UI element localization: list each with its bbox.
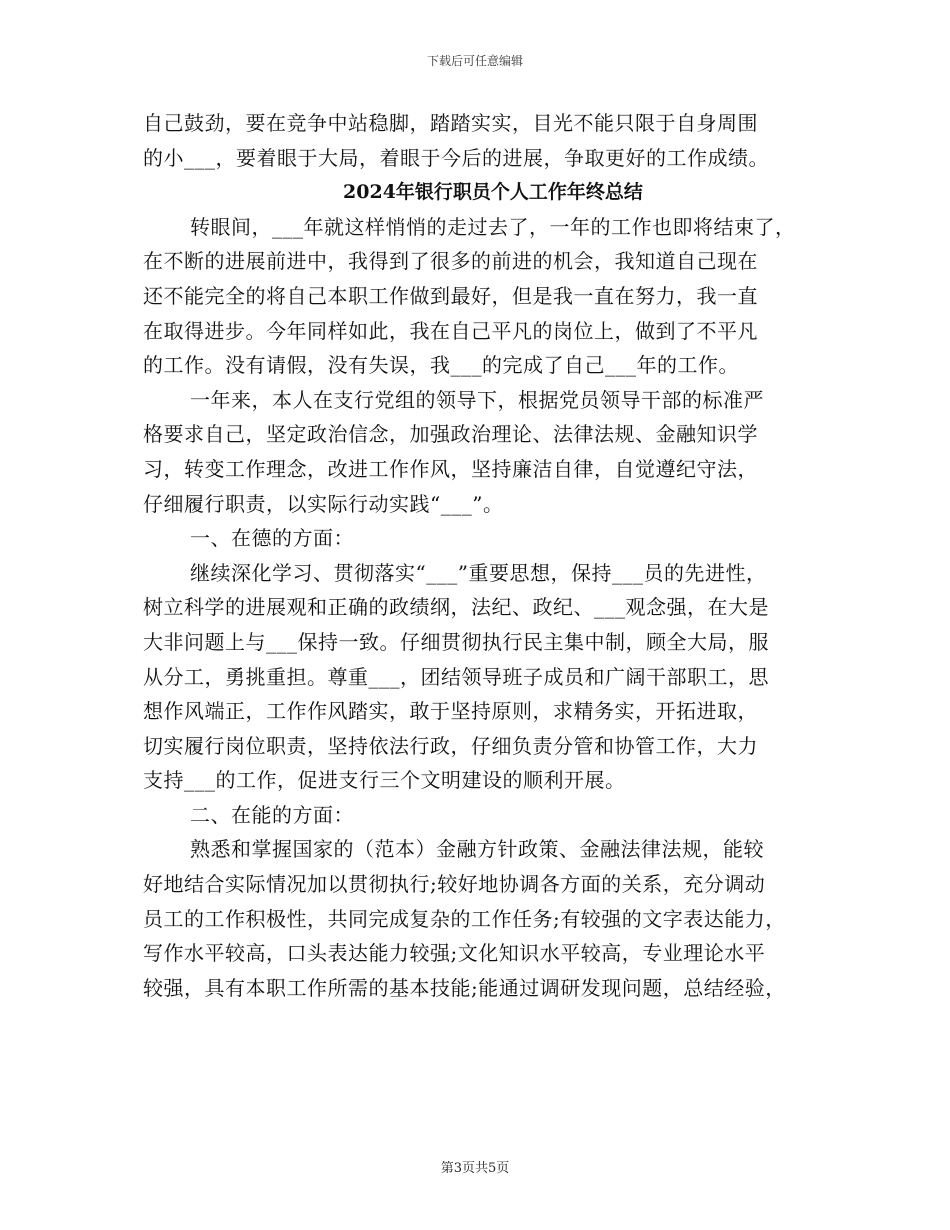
text-line: 的小___，要着眼于大局，着眼于今后的进展，争取更好的工作成绩。 (143, 145, 769, 170)
text-line: 的工作。没有请假，没有失误，我___的完成了自己___年的工作。 (143, 353, 739, 378)
text-line: 想作风端正，工作作风踏实，敢于坚持原则，求精务实，开拓进取， (143, 699, 758, 724)
text-line: 大非问题上与___保持一致。仔细贯彻执行民主集中制，顾全大局，服 (143, 629, 769, 654)
text-line: 仔细履行职责，以实际行动实践“___”。 (143, 491, 504, 516)
document-body (143, 106, 823, 1005)
page-header: 下载后可任意编辑 (426, 54, 523, 68)
section-heading-ability: 二、在能的方面： (190, 802, 354, 827)
text-line: 支持___的工作，促进支行三个文明建设的顺利开展。 (143, 768, 626, 793)
text-line: 切实履行岗位职责，坚持依法行政，仔细负责分管和协管工作，大力 (143, 733, 758, 758)
text-line: 还不能完全的将自己本职工作做到最好，但是我一直在努力，我一直 (143, 283, 758, 308)
paragraph-first-line: 继续深化学习、贯彻落实“___”重要思想，保持___员的先进性， (190, 560, 767, 585)
paragraph-first-line: 一年来，本人在支行党组的领导下，根据党员领导干部的标准严 (190, 387, 764, 412)
text-line: 树立科学的进展观和正确的政绩纲，法纪、政纪、___观念强，在大是 (143, 595, 769, 620)
text-line: 自己鼓劲，要在竞争中站稳脚，踏踏实实，目光不能只限于自身周围 (143, 111, 758, 135)
text-line: 较强，具有本职工作所需的基本技能;能通过调研发现问题，总结经验， (143, 975, 786, 1000)
text-line: 格要求自己，坚定政治信念，加强政治理论、法律法规、金融知识学 (143, 422, 758, 447)
text-line: 写作水平较高，口头表达能力较强;文化知识水平较高，专业理论水平 (143, 941, 766, 966)
text-line: 习，转变工作理念，改进工作作风，坚持廉洁自律，自觉遵纪守法， (143, 456, 758, 481)
text-line: 在不断的进展前进中，我得到了很多的前进的机会，我知道自己现在 (143, 249, 758, 274)
page-number: 第3页共5页 (440, 1161, 510, 1176)
text-line: 在取得进步。今年同样如此，我在自己平凡的岗位上，做到了不平凡 (143, 318, 758, 343)
text-line: 好地结合实际情况加以贯彻执行;较好地协调各方面的关系，充分调动 (143, 872, 766, 897)
text-line: 从分工，勇挑重担。尊重___，团结领导班子成员和广阔干部职工，思 (143, 664, 769, 689)
paragraph-first-line: 熟悉和掌握国家的（范本）金融方针政策、金融法律法规，能较 (190, 837, 764, 862)
section-heading-virtue: 一、在德的方面： (190, 526, 354, 551)
document-title: 2024年银行职员个人工作年终总结 (343, 181, 643, 204)
paragraph-first-line: 转眼间，___年就这样悄悄的走过去了，一年的工作也即将结束了， (190, 214, 796, 239)
text-line: 员工的工作积极性，共同完成复杂的工作任务;有较强的文字表达能力， (143, 906, 786, 931)
